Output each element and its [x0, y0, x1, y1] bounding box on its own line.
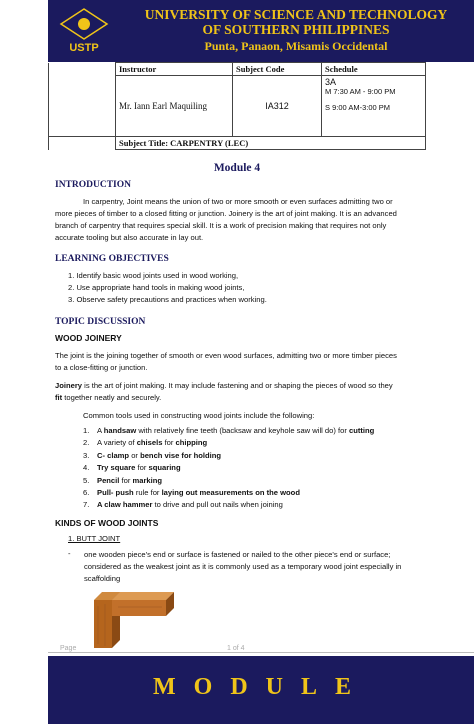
- topic-discussion-heading: TOPIC DISCUSSION: [55, 317, 146, 327]
- page-label: Page: [60, 645, 77, 652]
- tool-text: for: [119, 475, 133, 485]
- joint-definition-line1: The joint is the joining together of smooth or even wood surfaces, admitting two or more timber pieces: [55, 351, 397, 360]
- instructor-label: Instructor: [116, 63, 233, 76]
- joinery-text: is the art of joint making. It may include fastening and or shaping the pieces of wood so they: [82, 381, 393, 390]
- intro-line2: more pieces of timber to a closed fitting or junction. Joinery is the art of joint making. It is an advanced: [55, 209, 397, 218]
- butt-joint-description: [84, 549, 424, 585]
- intro-line3: branch of carpentry that requires special skill. It is a work of precision making that requires not only: [55, 221, 387, 230]
- tool-text: A: [97, 426, 104, 435]
- tool-number: 6.: [83, 488, 90, 498]
- tools-list: [83, 425, 423, 512]
- butt-desc-line2: considered as the weakest joint as it is commonly used as a temporary wood joint especially in: [84, 562, 402, 571]
- fit-text: together neatly and securely.: [62, 393, 162, 402]
- tool-text: for: [162, 438, 176, 448]
- tool-bold-text: handsaw: [103, 426, 137, 435]
- module-title: Module 4: [213, 162, 261, 174]
- tool-text: with relatively fine teeth (backsaw and keyhole saw will do) for: [136, 426, 349, 435]
- logo-text: USTP: [69, 42, 99, 54]
- ustp-logo: [55, 6, 113, 54]
- tool-text: rule for: [133, 488, 162, 498]
- butt-desc-line1: one wooden piece's end or surface is fastened or nailed to the other piece's end or surface;: [84, 550, 391, 559]
- university-address: Punta, Panaon, Misamis Occidental: [204, 39, 388, 53]
- tool-number: 2.: [83, 438, 90, 448]
- tool-bold-text: chisels: [136, 438, 163, 448]
- course-info-table: [48, 62, 426, 150]
- tool-bold-text: C- clamp: [97, 450, 130, 460]
- tool-number: 5.: [83, 475, 90, 485]
- objective-item: 3. Observe safety precautions and practices when working.: [68, 295, 267, 304]
- module-banner: [48, 656, 474, 724]
- joinery-term: Joinery: [55, 381, 83, 390]
- tool-number: 7.: [83, 500, 90, 510]
- bullet-dash: -: [68, 549, 71, 558]
- wood-joinery-heading: WOOD JOINERY: [55, 333, 122, 343]
- schedule-line1: M 7:30 AM - 9:00 PM: [325, 87, 396, 97]
- tool-text: or: [129, 450, 141, 460]
- university-name-line1: UNIVERSITY OF SCIENCE AND TECHNOLOGY: [144, 7, 448, 22]
- butt-joint-heading: 1. BUTT JOINT: [68, 534, 121, 543]
- university-name-line2: OF SOUTHERN PHILIPPINES: [202, 22, 390, 37]
- kinds-of-wood-joints-heading: KINDS OF WOOD JOINTS: [55, 518, 159, 528]
- subject-code: IA312: [233, 76, 322, 137]
- joinery-definition: [55, 380, 425, 404]
- tool-bold-text: A claw hammer: [97, 500, 153, 510]
- tool-bold-text: chipping: [175, 438, 208, 448]
- instructor-name: Mr. Iann Earl Maquiling: [116, 76, 233, 137]
- schedule-cell: [322, 76, 426, 137]
- tool-number: 1.: [83, 426, 90, 435]
- tool-item: [83, 450, 423, 462]
- tool-item: [83, 487, 423, 499]
- tool-item: [83, 462, 423, 474]
- tool-item: [83, 437, 423, 449]
- schedule-line2: S 9:00 AM-3:00 PM: [325, 103, 391, 113]
- schedule-label: Schedule: [322, 63, 426, 76]
- tool-text: for: [135, 463, 149, 473]
- tool-bold-text: bench vise for holding: [140, 450, 222, 460]
- tool-bold-text: Pencil: [97, 475, 120, 485]
- tool-item: [83, 425, 423, 437]
- introduction-heading: INTRODUCTION: [55, 180, 132, 190]
- tool-bold-text: Try square: [97, 463, 136, 473]
- page-count: 1 of 4: [227, 645, 245, 652]
- tool-bold-text: Pull- push: [97, 488, 134, 498]
- subject-title: Subject Title: CARPENTRY (LEC): [116, 136, 426, 149]
- intro-line4: accurate tooling but also accurate in lay out.: [55, 233, 204, 242]
- objectives-list: [68, 270, 418, 306]
- tools-intro: Common tools used in constructing wood joints include the following:: [83, 411, 315, 420]
- fit-term: fit: [55, 393, 63, 402]
- objective-item: 1. Identify basic wood joints used in wood working,: [68, 271, 239, 280]
- footer-divider: [48, 652, 474, 653]
- tool-text: to drive and pull out nails when joining: [152, 500, 283, 510]
- tool-item: [83, 475, 423, 487]
- tool-number: 3.: [83, 450, 90, 460]
- butt-desc-line3: scaffolding: [84, 574, 121, 583]
- tool-bold-text: laying out measurements on the wood: [161, 488, 300, 498]
- learning-objectives-heading: LEARNING OBJECTIVES: [55, 254, 169, 264]
- tool-item: [83, 499, 423, 511]
- introduction-paragraph: [55, 196, 425, 244]
- objective-item: 2. Use appropriate hand tools in making wood joints,: [68, 283, 245, 292]
- module-banner-text: MODULE: [153, 674, 369, 700]
- tool-number: 4.: [83, 463, 90, 473]
- butt-joint-illustration: [88, 586, 178, 650]
- intro-line1: In carpentry, Joint means the union of two or more smooth or even surfaces admitting two or: [83, 197, 393, 206]
- joint-definition: [55, 350, 425, 374]
- section: 3A: [325, 77, 337, 88]
- joint-definition-line2: to a close-fitting or junction.: [55, 363, 148, 372]
- tool-bold-text: squaring: [148, 463, 181, 473]
- tool-bold-text: cutting: [349, 426, 375, 435]
- subject-code-label: Subject Code: [233, 63, 322, 76]
- tool-bold-text: marking: [132, 475, 163, 485]
- tool-text: A variety of: [97, 438, 137, 448]
